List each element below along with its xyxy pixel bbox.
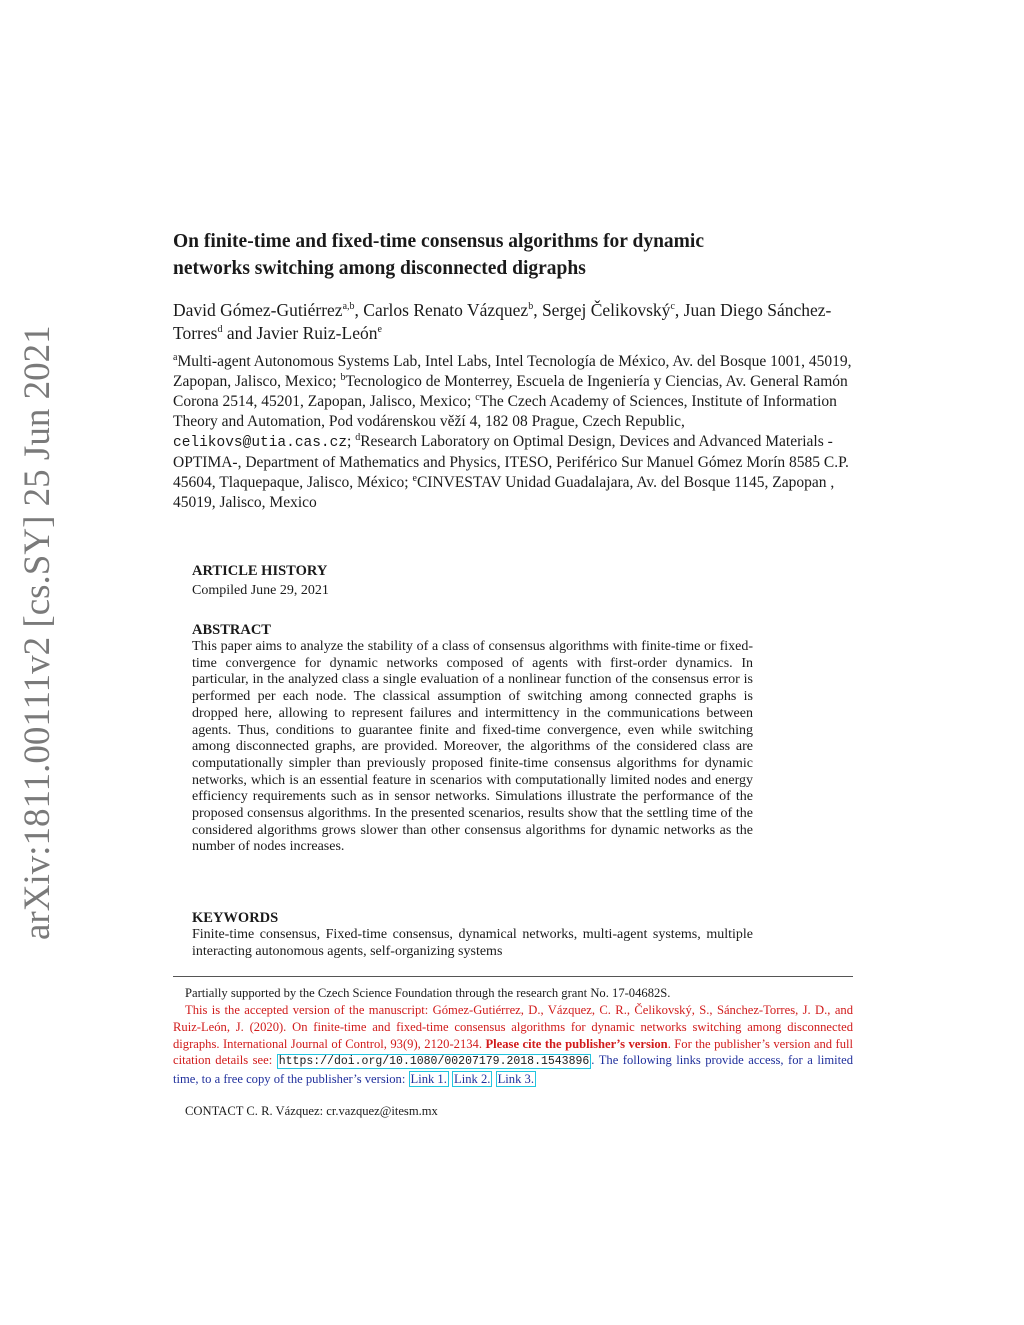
- affil-c: The Czech Academy of Sciences, Institute of Information Theory and Automation, Pod vodárenskou věží 4, 182 08 Prague, Czech Republic,: [173, 393, 837, 430]
- history-text: Compiled June 29, 2021: [192, 583, 329, 598]
- author-3-affil: c: [670, 301, 675, 313]
- affil-e-mark: e: [412, 472, 417, 484]
- paper-title: [173, 228, 853, 282]
- links-notice: . The following links provide access, for a limited time, to a free copy of the publisher’s version:: [173, 1053, 853, 1087]
- link-2[interactable]: Link 2.: [454, 1072, 491, 1087]
- title-line-1: On finite-time and fixed-time consensus algorithms for dynamic: [173, 231, 704, 252]
- details-notice: . For the publisher’s version and full citation details see:: [173, 1036, 853, 1068]
- author-1: David Gómez-Gutiérrez: [173, 300, 343, 320]
- cite-notice: Please cite the publisher’s version: [485, 1036, 668, 1051]
- affil-a: Multi-agent Autonomous Systems Lab, Intel Labs, Intel Tecnología de México, Av. del Bosque 1001, 45019, Zapopan, Jalisco, Mexico;: [173, 353, 852, 390]
- footnote-support: Partially supported by the Czech Science Foundation through the research grant No. 17-04682S.: [185, 986, 671, 1000]
- email-link[interactable]: celikovs@utia.cas.cz: [173, 435, 348, 451]
- keywords-text: Finite-time consensus, Fixed-time consensus, dynamical networks, multi-agent systems, multiple interacting autonomous agents, self-organizing systems: [192, 927, 753, 959]
- footnote-rule: [173, 976, 853, 977]
- link-1[interactable]: Link 1.: [410, 1072, 447, 1087]
- author-2-affil: b: [528, 301, 534, 313]
- footnote-citation: [173, 1002, 853, 1088]
- author-3: , Sergej Čelikovský: [533, 300, 671, 320]
- author-4: , Juan Diego Sánchez-Torres: [173, 300, 832, 343]
- contact-line: CONTACT C. R. Vázquez: cr.vazquez@itesm.mx: [185, 1104, 438, 1118]
- affil-separator: ;: [347, 433, 356, 450]
- affil-b-mark: b: [340, 371, 346, 383]
- accepted-notice: This is the accepted version of the manuscript: Gómez-Gutiérrez, D., Vázquez, C. R., Čelikovský, S., Sánchez-Torres, J. D., and Ruiz-León, J. (2020). On finite-time and fixed-time consensus algorithms for dynamic networks switching among disconnected digraphs. International Journal of Control, 93(9), 2120-2134.: [173, 1003, 853, 1051]
- author-list: [173, 299, 853, 345]
- affil-d: Research Laboratory on Optimal Design, Devices and Advanced Materials -OPTIMA-, Department of Mathematics and Physics, ITESO, Periférico Sur Manuel Gómez Morín 8585 C.P. 45604, Tlaquepaque, Jalisco, México;: [173, 433, 849, 491]
- history-heading: ARTICLE HISTORY: [192, 563, 328, 579]
- affil-b: Tecnologico de Monterrey, Escuela de Ingeniería y Ciencias, Av. General Ramón Corona 2514, 45201, Zapopan, Jalisco, Mexico;: [173, 373, 848, 410]
- author-4-affil: d: [217, 324, 223, 336]
- author-5: and Javier Ruiz-León: [222, 323, 378, 343]
- author-5-affil: e: [377, 324, 382, 336]
- affil-d-mark: d: [355, 431, 361, 443]
- author-2: , Carlos Renato Vázquez: [354, 300, 529, 320]
- affil-a-mark: a: [173, 351, 178, 363]
- title-line-2: networks switching among disconnected digraphs: [173, 258, 586, 279]
- author-1-affil: a,b: [342, 301, 355, 313]
- doi-link[interactable]: https://doi.org/10.1080/00207179.2018.1543896: [278, 1055, 590, 1069]
- arxiv-identifier: arXiv:1811.00111v2 [cs.SY] 25 Jun 2021: [17, 325, 58, 940]
- affil-e: CINVESTAV Unidad Guadalajara, Av. del Bosque 1145, Zapopan , 45019, Jalisco, Mexico: [173, 474, 835, 511]
- keywords-heading: KEYWORDS: [192, 910, 279, 926]
- affil-c-mark: c: [475, 391, 480, 403]
- affiliations: [173, 352, 853, 513]
- abstract-text: This paper aims to analyze the stability of a class of consensus algorithms with finite-time or fixed-time convergence for dynamic networks composed of agents with first-order dynamics. In particular, in the analyzed class a single evaluation of a nonlinear function of the consensus error is performed per each node. The classical assumption of switching among connected graphs is dropped here, allowing to represent failures and intermittency in the communications between agents. Thus, conditions to guarantee finite and fixed-time convergence, even while switching among disconnected graphs, are provided. Moreover, the algorithms of the considered class are computationally simpler than previously proposed finite-time consensus algorithms for dynamic networks, which is an essential feature in scenarios with computationally limited nodes and energy efficiency requirements such as in sensor networks. Simulations illustrate the performance of the proposed consensus algorithms. In the presented scenarios, results show that the settling time of the considered algorithms grows slower than other consensus algorithms for dynamic networks as the number of nodes increases.: [192, 639, 753, 855]
- link-3[interactable]: Link 3.: [497, 1072, 534, 1087]
- abstract-heading: ABSTRACT: [192, 622, 271, 638]
